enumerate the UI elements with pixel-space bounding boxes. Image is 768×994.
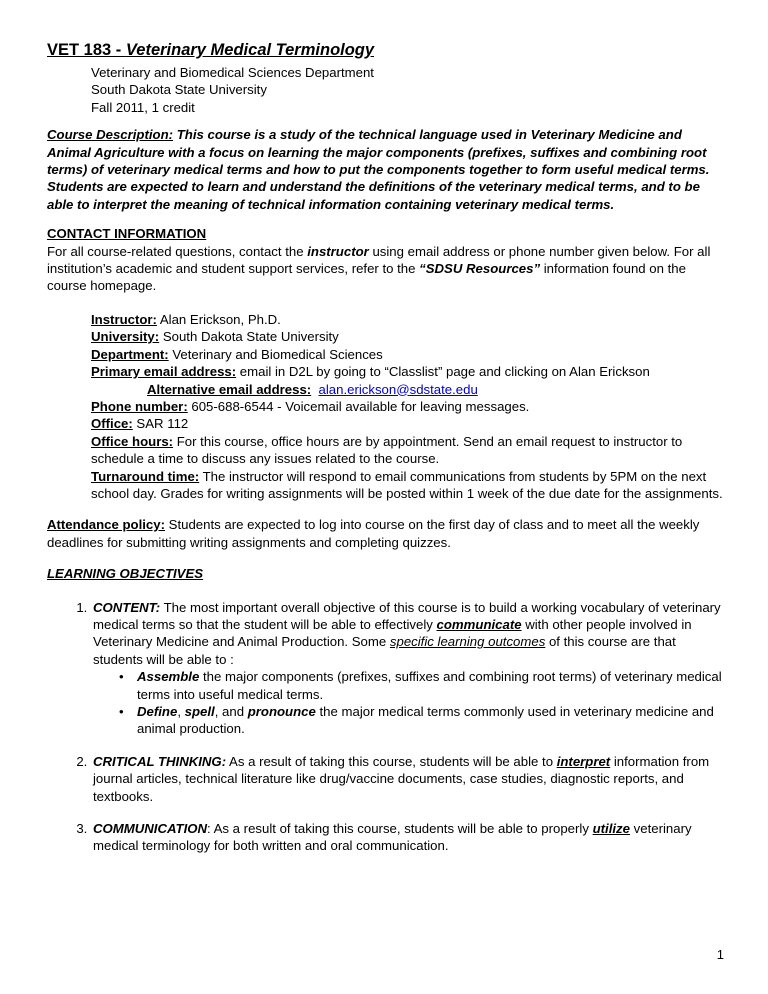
page-number: 1 <box>716 947 724 962</box>
objective-communication: 3. COMMUNICATION: As a result of taking this course, students will be able to properly utilize veterinary medical terminology for both written and oral communication. <box>91 820 727 855</box>
objective-critical-thinking: 2. CRITICAL THINKING: As a result of taking this course, students will be able to interpret information from journal articles, technical literature like drug/vaccine documents, case studies, diagnostic reports, and textbooks. <box>91 753 727 805</box>
department-line: Veterinary and Biomedical Sciences Department <box>91 65 374 80</box>
contact-heading: CONTACT INFORMATION <box>47 226 207 242</box>
university-line: South Dakota State University <box>91 82 267 98</box>
office-hours-row: Office hours: For this course, office hours are by appointment. Send an email request to instructor to schedule a time to discuss any issues related to the course. <box>91 433 683 467</box>
university-row: University: South Dakota State University <box>91 329 339 345</box>
course-description: Course Description: This course is a study of the technical language used in Veterinary Medicine and Animal Agriculture with a focus on learning the major components (prefixes, suffixes and combining root terms) of veterinary medical terms and how to put the components together to form useful medical terms. Students are expected to learn and understand the definitions of the veterinary medical terms, and to be able to interpret the meaning of technical information containing veterinary medical terms. <box>47 127 710 212</box>
contact-section <box>47 225 727 295</box>
instructor-info <box>91 311 727 502</box>
term-line: Fall 2011, 1 credit <box>91 99 195 115</box>
document-page <box>47 40 727 870</box>
alt-email-row: Alternative email address: alan.erickson@sdstate.edu <box>147 381 478 397</box>
office-row: Office: SAR 112 <box>91 416 189 432</box>
learning-objectives-heading: LEARNING OBJECTIVES <box>47 566 204 582</box>
primary-email-row: Primary email address: email in D2L by going to “Classlist” page and clicking on Alan Erickson <box>91 364 650 380</box>
department-block <box>91 64 727 116</box>
turnaround-row: Turnaround time: The instructor will respond to email communications from students by 5PM on the next school day. Grades for writing assignments will be posted within 1 week of the due date for the assignments. <box>91 468 723 501</box>
outcome-assemble: • Assemble the major components (prefixes, suffixes and combining root terms) of veterinary medical terms into useful medical terms. <box>137 668 727 703</box>
course-title: VET 183 - Veterinary Medical Terminology <box>47 41 375 59</box>
alt-email-link[interactable]: alan.erickson@sdstate.edu <box>318 381 478 397</box>
department-row: Department: Veterinary and Biomedical Sciences <box>91 346 383 362</box>
outcome-list <box>93 668 727 738</box>
outcome-define: • Define, spell, and pronounce the major medical terms commonly used in veterinary medicine and animal production. <box>137 703 727 738</box>
objectives-list <box>47 599 727 855</box>
course-description-label: Course Description: <box>47 127 174 143</box>
instructor-row: Instructor: Alan Erickson, Ph.D. <box>91 311 281 327</box>
attendance-policy: Attendance policy: Students are expected to log into course on the first day of class and to meet all the weekly deadlines for submitting writing assignments and completing quizzes. <box>47 517 700 550</box>
objective-content: 1. CONTENT: The most important overall objective of this course is to build a working vocabulary of veterinary medical terms so that the student will be able to effectively communicate with other people involved in Veterinary Medicine and Animal Production. Some specific learning outcomes of this course are that students will be able to : • Assemble the major components (prefixes, suffixes and combining root terms) of veterinary medical terms into useful medical terms. • Define, spell, and pronounce the major medical terms commonly used in veterinary medicine and animal production. <box>91 599 727 738</box>
contact-paragraph: For all course-related questions, contact the instructor using email address or phone number given below. For all institution’s academic and student support services, refer to the “SDSU Resources” information found on the course homepage. <box>47 243 711 294</box>
phone-row: Phone number: 605-688-6544 - Voicemail available for leaving messages. <box>91 398 530 414</box>
